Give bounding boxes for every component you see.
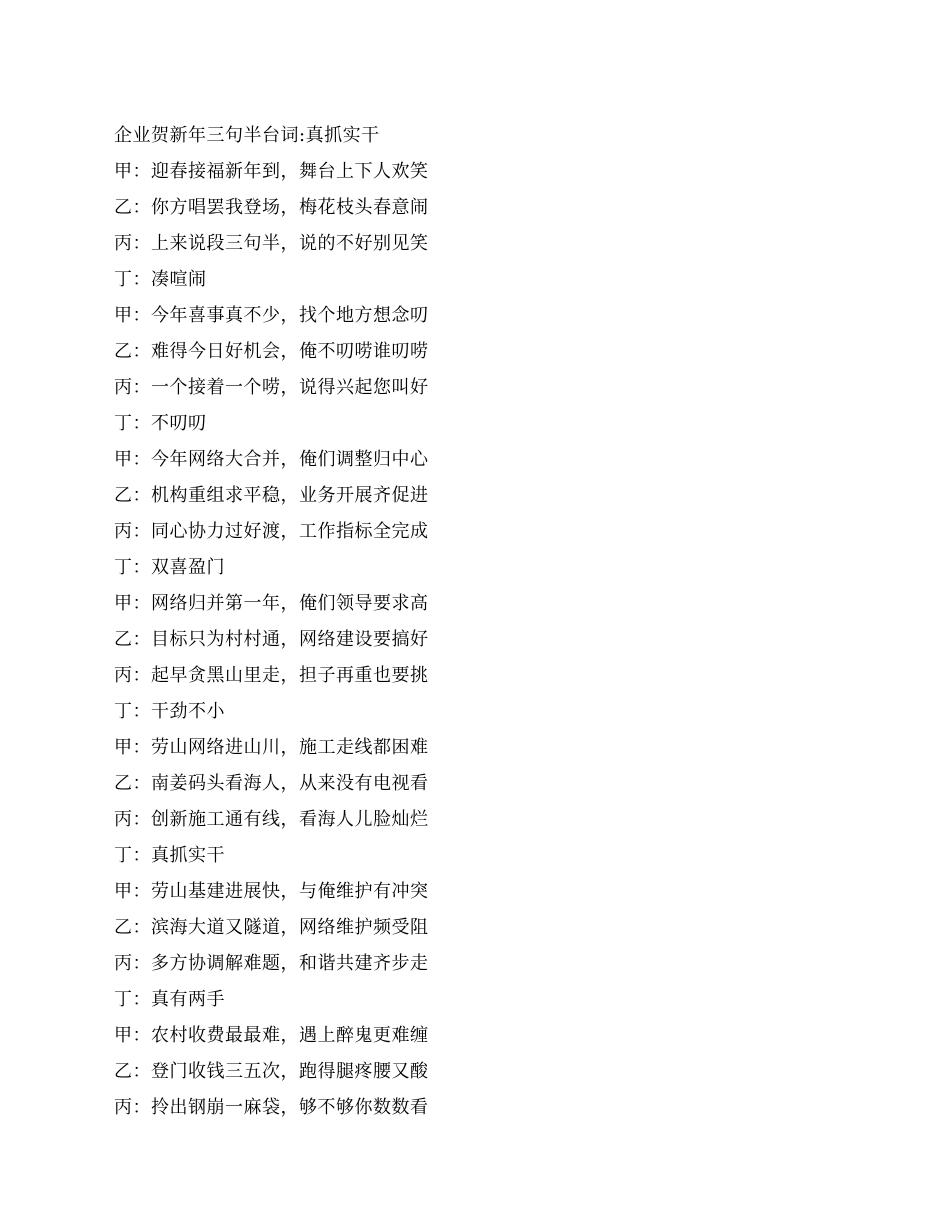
dialogue-line: 丁：双喜盈门 [114,557,225,578]
dialogue-line: 丁：不叨叨 [114,413,207,434]
dialogue-line: 甲：迎春接福新年到，舞台上下人欢笑 [114,161,429,182]
dialogue-line: 丁：真抓实干 [114,845,225,866]
dialogue-line: 乙：登门收钱三五次，跑得腿疼腰又酸 [114,1061,429,1082]
document-body [114,118,814,1126]
dialogue-line: 丙：多方协调解难题，和谐共建齐步走 [114,953,429,974]
dialogue-line: 甲：农村收费最最难，遇上醉鬼更难缠 [114,1025,429,1046]
document-title: 企业贺新年三句半台词:真抓实干 [114,125,380,146]
dialogue-line: 丁：凑喧闹 [114,269,207,290]
dialogue-line: 乙：目标只为村村通，网络建设要搞好 [114,629,429,650]
dialogue-line: 乙：你方唱罢我登场，梅花枝头春意闹 [114,197,429,218]
dialogue-line: 乙：南姜码头看海人，从来没有电视看 [114,773,429,794]
dialogue-line: 甲：劳山基建进展快，与俺维护有冲突 [114,881,429,902]
dialogue-line: 丙：上来说段三句半，说的不好别见笑 [114,233,429,254]
dialogue-line: 甲：网络归并第一年，俺们领导要求高 [114,593,429,614]
dialogue-line: 丙：创新施工通有线，看海人儿脸灿烂 [114,809,429,830]
dialogue-line: 丁：真有两手 [114,989,225,1010]
dialogue-line: 丙：一个接着一个唠，说得兴起您叫好 [114,377,429,398]
dialogue-line: 丙：同心协力过好渡，工作指标全完成 [114,521,429,542]
dialogue-line: 乙：难得今日好机会，俺不叨唠谁叨唠 [114,341,429,362]
dialogue-line: 甲：今年喜事真不少，找个地方想念叨 [114,305,429,326]
dialogue-line: 丙：拎出钢崩一麻袋，够不够你数数看 [114,1097,429,1118]
dialogue-line: 甲：劳山网络进山川，施工走线都困难 [114,737,429,758]
dialogue-line: 乙：机构重组求平稳，业务开展齐促进 [114,485,429,506]
dialogue-line: 甲：今年网络大合并，俺们调整归中心 [114,449,429,470]
dialogue-line: 丙：起早贪黑山里走，担子再重也要挑 [114,665,429,686]
dialogue-line: 丁：干劲不小 [114,701,225,722]
dialogue-line: 乙：滨海大道又隧道，网络维护频受阻 [114,917,429,938]
